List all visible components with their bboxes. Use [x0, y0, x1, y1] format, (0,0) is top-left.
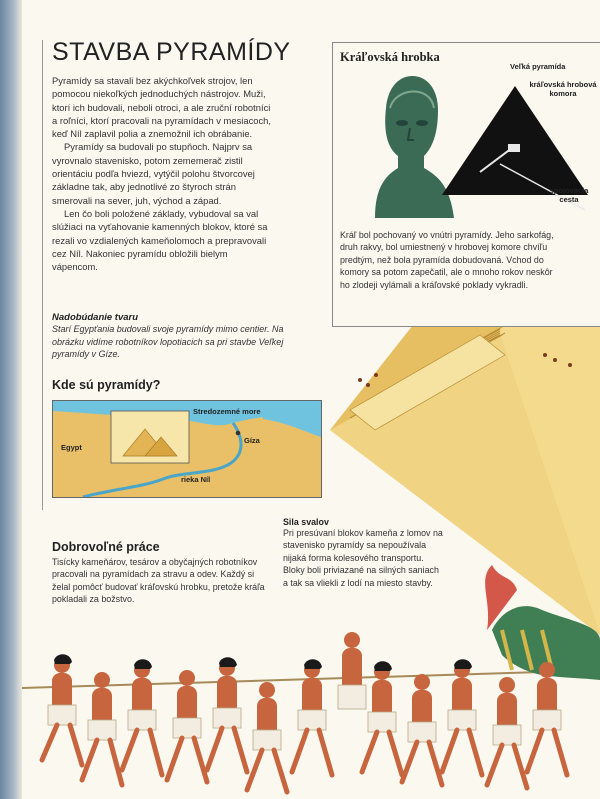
muscle-heading: Sila svalov	[283, 517, 329, 527]
volunteer-text: Tisícky kameňárov, tesárov a obyčajných robotníkov pracovali na pyramídach za stravu a odev. Každý si želal pomôcť budovať kráľovskú hrobku, pretože kráľa pokladali za božstvo.	[52, 557, 265, 605]
intro-paragraph-2: Pyramídy sa budovali po stupňoch. Najprv sa vyrovnalo stavenisko, potom zememerač zistil orientáciu podľa hviezd, vytýčil polohu štvorcovej základne tak, aby jednotlivé zo štyroch strán smerovali na sever, juh, východ a západ.	[52, 141, 255, 206]
map-egypt	[52, 400, 322, 498]
royal-tomb-heading: Kráľovská hrobka	[340, 50, 440, 64]
shape-section	[52, 312, 302, 361]
shape-text: Starí Egypťania budovali svoje pyramídy mimo centier. Na obrázku vidíme robotníkov lopotiacich sa pri stavbe Veľkej pyramídy v Gíze.	[52, 324, 284, 359]
horse-figure	[485, 565, 600, 680]
volunteer-heading: Dobrovoľné práce	[52, 540, 160, 554]
map-label-sea: Stredozemné more	[193, 407, 261, 416]
page-title: STAVBA PYRAMÍDY	[52, 38, 291, 66]
shape-heading: Nadobúdanie tvaru	[52, 312, 139, 323]
map-heading: Kde sú pyramídy?	[52, 378, 161, 392]
margin-rule	[42, 40, 43, 510]
intro-text	[52, 74, 274, 273]
binding-edge	[0, 0, 22, 799]
muscle-text: Pri presúvaní blokov kameňa z lomov na stavenisko pyramídy sa nepoužívala nijaká forma kolesového transportu. Bloky boli priviazané na silných saniach a tak sa vliekli z lodí na miesto stavby.	[283, 528, 443, 588]
map-label-egypt: Egypt	[61, 443, 82, 452]
map-label-nile: rieka Níl	[181, 475, 211, 484]
workers-group	[42, 632, 567, 792]
royal-tomb-text: Kráľ bol pochovaný vo vnútri pyramídy. Jeho sarkofág, druh rakvy, bol umiestnený v hrobovej komore chvíľu predtým, než bola pyramída dobudovaná. Vchod do komory sa potom zapečatil, ale o mnoho rokov neskôr ho zlodeji vylámali a kráľovské poklady vykradli.	[340, 230, 554, 290]
workers-pulling-illustration	[22, 560, 600, 799]
label-great-pyramid: Veľká pyramída	[510, 62, 566, 71]
label-chamber: kráľovská hrobová komora	[529, 80, 597, 98]
label-passage: spojovacia cesta	[549, 186, 589, 204]
intro-paragraph-1: Pyramídy sa stavali bez akýchkoľvek strojov, len pomocou niekoľkých jednoduchých nástrojov. Muži, ktorí ich budovali, neboli otroci, a ale zruční robotníci a roľníci, ktorí pracovali na pyramídach v mesiacoch, keď Níl zaplavil polia a znemožnil ich obrábanie.	[52, 75, 271, 140]
intro-paragraph-3: Len čo boli položené základy, vybudoval sa val slúžiaci na vyťahovanie kamenných blokov, ktoré sa rezali vo vzdialených kameňolomoch a prepravovali cez Níl. Nakoniec pyramídu obložili bielym vápencom.	[52, 207, 268, 273]
map-label-giza: Gíza	[244, 436, 260, 445]
